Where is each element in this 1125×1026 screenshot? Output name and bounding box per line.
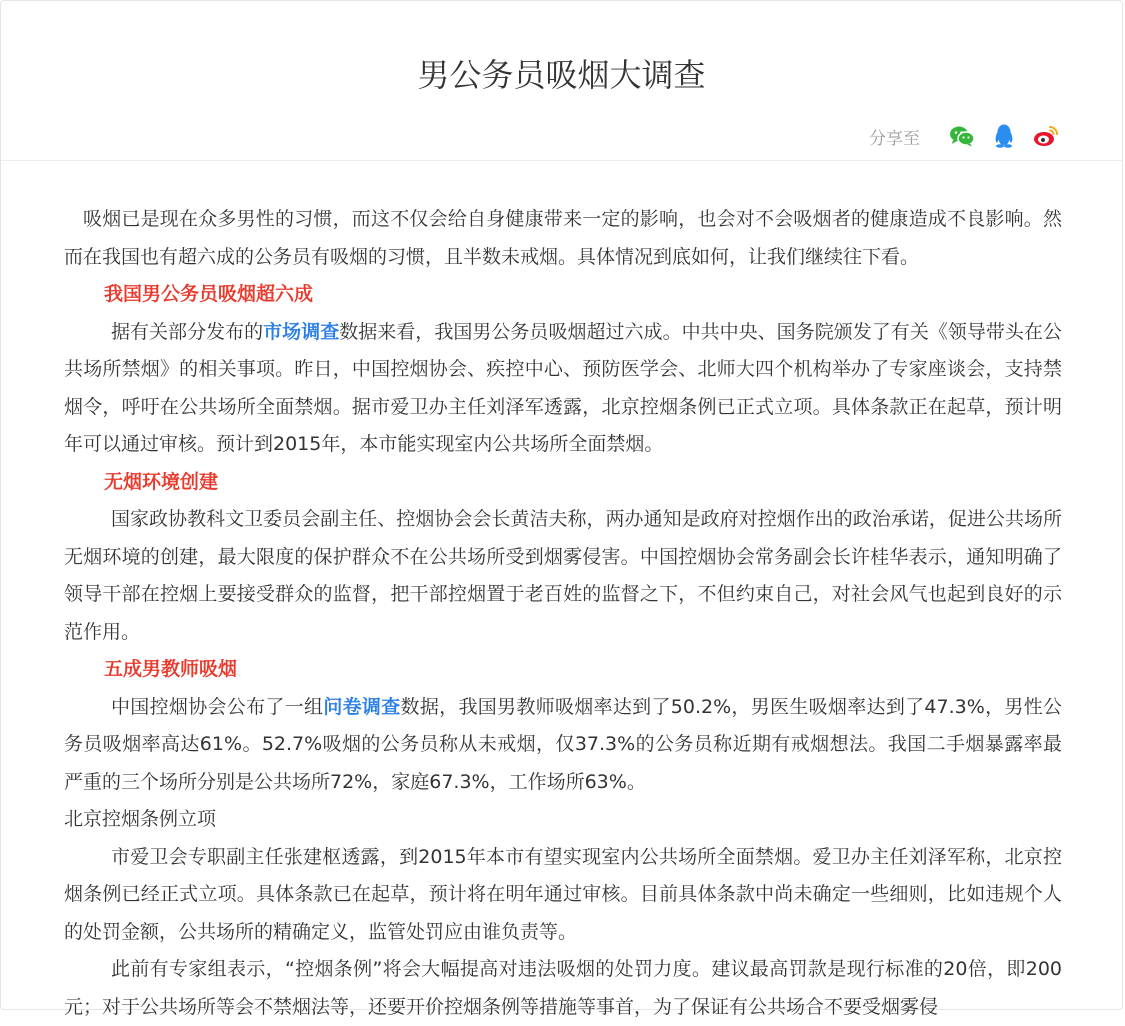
section-paragraph [64, 689, 1062, 802]
section-heading: 无烟环境创建 [104, 470, 219, 493]
paragraph-text: 数据，我国男教师吸烟率达到了50.2%，男医生吸烟率达到了47.3%，男性公务员吸烟率高达61%。52.7%吸烟的公务员称从未戒烟，仅37.3%的公务员称近期有戒烟想法。我国二手烟暴露率最严重的三个场所分别是公共场所72%，家庭67.3%，工作场所63%。 [64, 695, 1062, 793]
section-paragraph: 国家政协教科文卫委员会副主任、控烟协会会长黄洁夫称，两办通知是政府对控烟作出的政治承诺，促进公共场所无烟环境的创建，最大限度的保护群众不在公共场所受到烟雾侵害。中国控烟协会常务副会长许桂华表示，通知明确了领导干部在控烟上要接受群众的监督，把干部控烟置于老百姓的监督之下，不但约束自己，对社会风气也起到良好的示范作用。 [64, 508, 1062, 643]
share-bar [869, 121, 1060, 151]
paragraph-text: 中国控烟协会公布了一组 [111, 695, 324, 718]
share-label: 分享至 [869, 128, 920, 149]
page-title: 男公务员吸烟大调查 [417, 56, 706, 94]
market-survey-link[interactable]: 市场调查 [263, 320, 340, 343]
section-paragraph: 此前有专家组表示，“控烟条例”将会大幅提高对违法吸烟的处罚力度。建议最高罚款是现行标准的20倍，即200元；对于公共场所等会不禁烟法等，还要开价控烟条例等措施等事首，为了保证有公共场合不要受烟雾侵 [64, 958, 1062, 1018]
wechat-icon[interactable] [948, 122, 976, 150]
questionnaire-link[interactable]: 问卷调查 [323, 695, 401, 718]
article-body [64, 201, 1062, 1026]
section-heading: 我国男公务员吸烟超六成 [104, 283, 314, 305]
article-header [1, 1, 1122, 161]
section-heading: 北京控烟条例立项 [64, 808, 217, 830]
section-heading: 五成男教师吸烟 [104, 658, 238, 680]
paragraph-text: 据有关部分发布的 [111, 320, 264, 343]
section-paragraph [64, 314, 1062, 464]
paragraph-text: 数据来看，我国男公务员吸烟超过六成。中共中央、国务院颁发了有关《领导带头在公共场所禁烟》的相关事项。昨日，中国控烟协会、疾控中心、预防医学会、北师大四个机构举办了专家座谈会，支持禁烟令，呼吁在公共场所全面禁烟。据市爱卫办主任刘泽军透露，北京控烟条例已正式立项。具体条款正在起草，预计明年可以通过审核。预计到2015年，本市能实现室内公共场所全面禁烟。 [64, 320, 1062, 455]
section-paragraph: 市爱卫会专职副主任张建枢透露，到2015年本市有望实现室内公共场所全面禁烟。爱卫办主任刘泽军称，北京控烟条例已经正式立项。具体条款已在起草，预计将在明年通过审核。目前具体条款中尚未确定一些细则，比如违规个人的处罚金额，公共场所的精确定义，监管处罚应由谁负责等。 [64, 845, 1062, 943]
weibo-icon[interactable] [1032, 122, 1060, 150]
qq-icon[interactable] [990, 122, 1018, 150]
intro-paragraph: 吸烟已是现在众多男性的习惯，而这不仅会给自身健康带来一定的影响，也会对不会吸烟者的健康造成不良影响。然而在我国也有超六成的公务员有吸烟的习惯，且半数未戒烟。具体情况到底如何，让我们继续往下看。 [64, 208, 1062, 268]
